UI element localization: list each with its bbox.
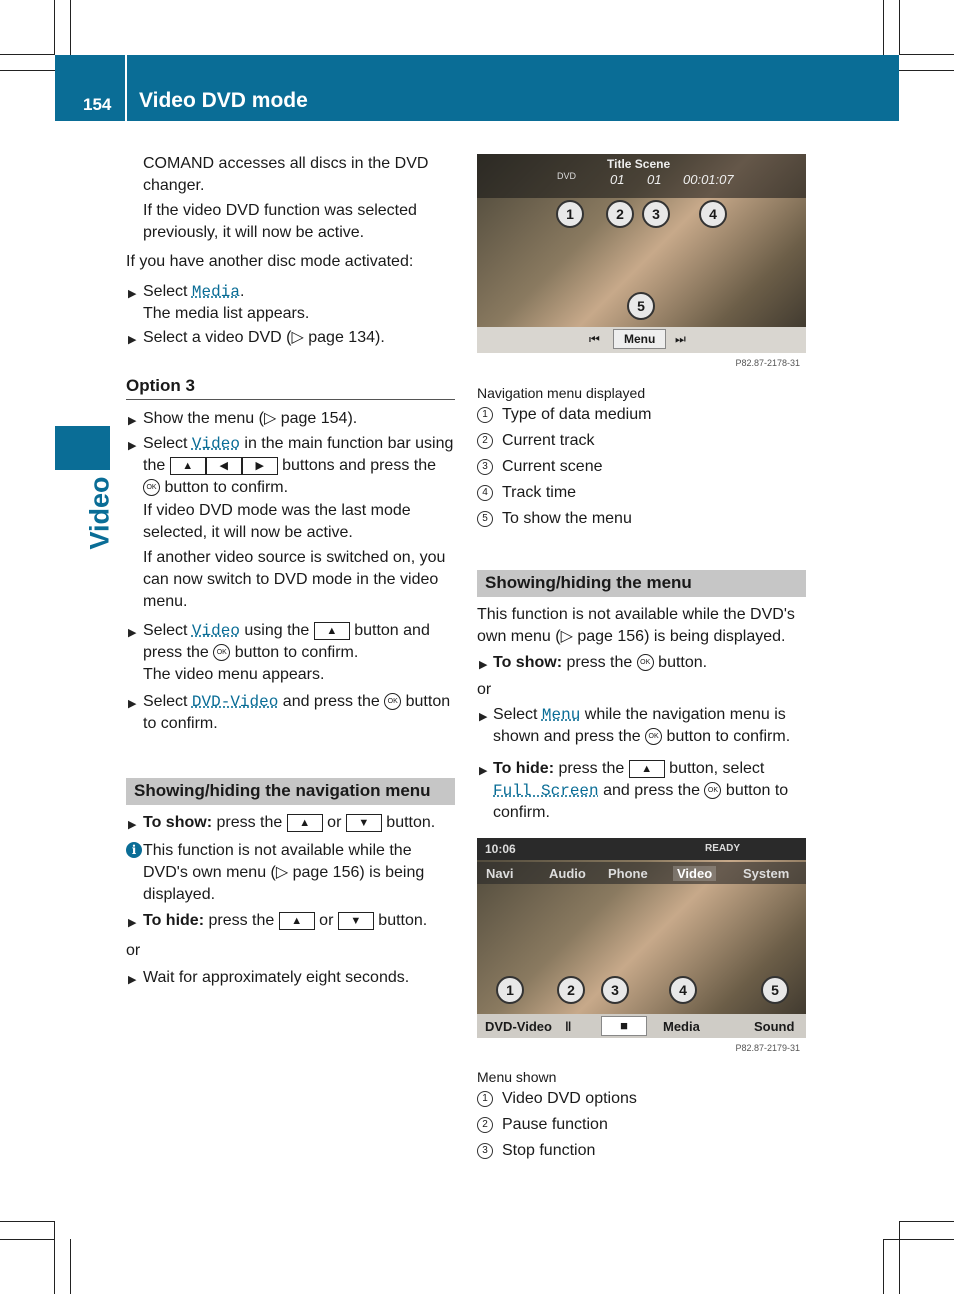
track-time: 00:01:07 xyxy=(683,172,734,187)
paragraph: If you have another disc mode activated: xyxy=(126,253,414,270)
step-select-menu xyxy=(493,704,813,748)
text: button to xyxy=(721,782,789,799)
ok-button-icon: OK xyxy=(384,693,401,710)
text: button to confirm. xyxy=(160,479,289,496)
text: press the xyxy=(212,814,287,831)
media-option: Media xyxy=(663,1019,700,1034)
up-key: ▲ xyxy=(287,814,323,832)
text: or xyxy=(314,912,338,929)
legend-text: Type of data medium xyxy=(502,406,652,423)
crop-mark xyxy=(0,54,55,55)
text: . xyxy=(239,283,245,300)
step-to-show xyxy=(143,812,435,834)
nav-item-system: System xyxy=(743,866,790,881)
crop-mark xyxy=(70,0,71,55)
text: while the navigation menu is xyxy=(580,706,786,723)
ok-button-icon: OK xyxy=(213,644,230,661)
bullet-arrow-icon: ▶ xyxy=(479,659,488,671)
bullet-arrow-icon: ▶ xyxy=(128,415,137,427)
paragraph: If the video DVD function was selected previously, it will now be active. xyxy=(143,202,417,241)
step-select-dvd: Select a video DVD (▷ page 134). xyxy=(143,329,385,346)
menu-button: Menu xyxy=(613,329,666,349)
text: button. xyxy=(381,814,436,831)
text: to confirm. xyxy=(143,715,218,732)
text: and press the xyxy=(278,693,385,710)
paragraph: This function is not available while the DVD's own menu (▷ page 156) is being displayed. xyxy=(477,606,795,645)
paragraph: If video DVD mode was the last mode selected, it will now be active. xyxy=(143,502,411,541)
text: button to confirm. xyxy=(662,728,791,745)
legend-number: 2 xyxy=(477,1117,493,1133)
legend-item xyxy=(477,1088,637,1114)
page-header xyxy=(55,55,899,121)
text: press the xyxy=(204,912,279,929)
down-key: ▼ xyxy=(346,814,382,832)
image-code: P82.87-2178-31 xyxy=(735,358,800,368)
crop-mark xyxy=(0,1221,55,1222)
legend-item xyxy=(477,482,651,508)
bullet-arrow-icon: ▶ xyxy=(128,627,137,639)
intro-text xyxy=(143,153,443,244)
or-text: or xyxy=(126,942,141,959)
label: To show: xyxy=(143,814,213,831)
bullet-arrow-icon: ▶ xyxy=(479,765,488,777)
title-scene-label: Title Scene xyxy=(607,157,671,171)
page-title: Video DVD mode xyxy=(139,89,308,112)
up-key: ▲ xyxy=(170,457,206,475)
crop-mark xyxy=(0,70,55,71)
code-label: Video xyxy=(191,622,240,640)
text: press the xyxy=(554,760,629,777)
legend-list xyxy=(477,1088,637,1166)
legend-item xyxy=(477,1114,637,1140)
nav-bar xyxy=(477,327,806,353)
callout-1: 1 xyxy=(556,200,584,228)
image-code: P82.87-2179-31 xyxy=(735,1043,800,1053)
previous-icon: ⏮ xyxy=(589,332,600,346)
label: To hide: xyxy=(493,760,555,777)
text: Select xyxy=(143,283,192,300)
legend-item xyxy=(477,430,651,456)
step-select-video xyxy=(143,433,458,613)
option-heading: Option 3 xyxy=(126,376,455,400)
result-text: The media list appears. xyxy=(143,305,310,322)
ok-button-icon: OK xyxy=(704,782,721,799)
legend-item xyxy=(477,508,651,534)
paragraph: If another video source is switched on, you can now switch to DVD mode in the video menu. xyxy=(143,549,446,610)
step-wait: Wait for approximately eight seconds. xyxy=(143,969,410,986)
legend-text: Track time xyxy=(502,484,577,501)
text: button and xyxy=(349,622,430,639)
up-key: ▲ xyxy=(629,760,665,778)
step-to-show-menu xyxy=(493,652,707,674)
step-show-menu: Show the menu (▷ page 154). xyxy=(143,410,358,427)
text: or xyxy=(322,814,346,831)
figure-caption: Menu shown xyxy=(477,1069,557,1085)
crop-mark xyxy=(883,0,884,55)
section-heading: Showing/hiding the navigation menu xyxy=(126,778,455,805)
up-key: ▲ xyxy=(314,622,350,640)
callout-5: 5 xyxy=(761,976,789,1004)
legend-number: 3 xyxy=(477,459,493,475)
bullet-arrow-icon: ▶ xyxy=(479,711,488,723)
bullet-arrow-icon: ▶ xyxy=(128,917,137,929)
callout-4: 4 xyxy=(699,200,727,228)
side-tab-marker xyxy=(55,426,110,470)
down-key: ▼ xyxy=(338,912,374,930)
code-label: Full Screen xyxy=(493,782,599,800)
text: in the main function bar using xyxy=(239,435,454,452)
text: shown and press the xyxy=(493,728,646,745)
step-select-media xyxy=(143,281,309,325)
legend-number: 1 xyxy=(477,407,493,423)
status-bar xyxy=(477,838,806,860)
callout-3: 3 xyxy=(601,976,629,1004)
image-footer xyxy=(477,353,806,374)
callout-3: 3 xyxy=(642,200,670,228)
legend-item xyxy=(477,1140,637,1166)
crop-mark xyxy=(0,1239,55,1240)
legend-number: 1 xyxy=(477,1091,493,1107)
callout-5: 5 xyxy=(627,292,655,320)
label: To show: xyxy=(493,654,563,671)
or-text: or xyxy=(477,681,492,698)
text: the xyxy=(143,457,170,474)
text: buttons and press the xyxy=(277,457,437,474)
nav-item-video: Video xyxy=(673,866,716,881)
legend-text: Current scene xyxy=(502,458,603,475)
text: press the xyxy=(143,644,214,661)
left-key: ◀ xyxy=(206,457,242,475)
callout-4: 4 xyxy=(669,976,697,1004)
stop-icon: ■ xyxy=(601,1016,647,1036)
ok-button-icon: OK xyxy=(637,654,654,671)
crop-mark xyxy=(70,1239,71,1294)
callout-2: 2 xyxy=(557,976,585,1004)
dvd-video-options: DVD-Video xyxy=(485,1019,552,1034)
bullet-arrow-icon: ▶ xyxy=(128,819,137,831)
crop-mark xyxy=(899,70,954,71)
pause-icon: ‖ xyxy=(565,1019,572,1034)
result-text: The video menu appears. xyxy=(143,666,325,683)
step-to-hide-menu xyxy=(493,758,813,824)
bullet-arrow-icon: ▶ xyxy=(128,698,137,710)
next-icon: ⏭ xyxy=(675,332,686,346)
navigation-menu-screenshot xyxy=(477,154,806,374)
text: button xyxy=(401,693,451,710)
bullet-arrow-icon: ▶ xyxy=(128,440,137,452)
sound-option: Sound xyxy=(754,1019,795,1034)
text: Select xyxy=(143,622,192,639)
text: Select xyxy=(143,435,192,452)
bottom-menu-bar xyxy=(477,1014,806,1038)
bullet-arrow-icon: ▶ xyxy=(128,974,137,986)
callout-2: 2 xyxy=(606,200,634,228)
label: To hide: xyxy=(143,912,205,929)
text: button. xyxy=(653,654,708,671)
legend-text: Current track xyxy=(502,432,595,449)
text: Select xyxy=(143,693,192,710)
text: button, select xyxy=(664,760,765,777)
text: press the xyxy=(562,654,637,671)
legend-list xyxy=(477,404,651,534)
title-number: 01 xyxy=(610,172,625,187)
code-label: DVD-Video xyxy=(191,693,279,711)
up-key: ▲ xyxy=(279,912,315,930)
info-note: This function is not available while the DVD's own menu (▷ page 156) is being displayed. xyxy=(143,842,425,903)
nav-item-phone: Phone xyxy=(608,866,648,881)
code-label: Menu xyxy=(541,706,581,724)
text: button to confirm. xyxy=(230,644,359,661)
image-footer xyxy=(477,1038,806,1060)
right-key: ▶ xyxy=(242,457,278,475)
callout-1: 1 xyxy=(496,976,524,1004)
legend-number: 4 xyxy=(477,485,493,501)
text: and press the xyxy=(598,782,705,799)
crop-mark xyxy=(54,0,55,55)
info-icon: i xyxy=(126,842,142,858)
clock: 10:06 xyxy=(485,842,516,856)
legend-number: 3 xyxy=(477,1143,493,1159)
ok-button-icon: OK xyxy=(645,728,662,745)
status-text: READY xyxy=(705,843,741,854)
crop-mark xyxy=(883,1239,954,1240)
page-number: 154 xyxy=(83,95,112,114)
figure-caption: Navigation menu displayed xyxy=(477,385,646,401)
ok-button-icon: OK xyxy=(143,479,160,496)
scene-number: 01 xyxy=(647,172,662,187)
dvd-icon: DVD xyxy=(557,171,577,181)
crop-mark xyxy=(899,1221,900,1294)
legend-text: Stop function xyxy=(502,1142,596,1159)
code-label: Video xyxy=(191,435,240,453)
legend-text: To show the menu xyxy=(502,510,632,527)
bullet-arrow-icon: ▶ xyxy=(128,288,137,300)
crop-mark xyxy=(899,0,900,55)
legend-item xyxy=(477,404,651,430)
nav-item-audio: Audio xyxy=(549,866,586,881)
bullet-arrow-icon: ▶ xyxy=(128,334,137,346)
text: Select xyxy=(493,706,542,723)
code-label: Media xyxy=(191,283,240,301)
legend-number: 2 xyxy=(477,433,493,449)
legend-item xyxy=(477,456,651,482)
legend-text: Pause function xyxy=(502,1116,608,1133)
step-to-hide xyxy=(143,910,427,932)
text: using the xyxy=(239,622,314,639)
side-tab-label: Video xyxy=(84,476,115,550)
legend-number: 5 xyxy=(477,511,493,527)
text: button. xyxy=(373,912,428,929)
step-select-dvd-video xyxy=(143,691,458,735)
crop-mark xyxy=(54,1221,55,1294)
text: confirm. xyxy=(493,804,550,821)
menu-shown-screenshot xyxy=(477,838,806,1060)
nav-item-navi: Navi xyxy=(486,866,514,881)
section-heading: Showing/hiding the menu xyxy=(477,570,806,597)
main-function-bar xyxy=(477,862,806,884)
crop-mark xyxy=(883,1239,884,1294)
paragraph: COMAND accesses all discs in the DVD changer. xyxy=(143,155,429,194)
crop-mark xyxy=(899,54,954,55)
legend-text: Video DVD options xyxy=(502,1090,637,1107)
step-select-video-2 xyxy=(143,620,458,686)
header-divider xyxy=(125,55,127,121)
crop-mark xyxy=(899,1221,954,1222)
